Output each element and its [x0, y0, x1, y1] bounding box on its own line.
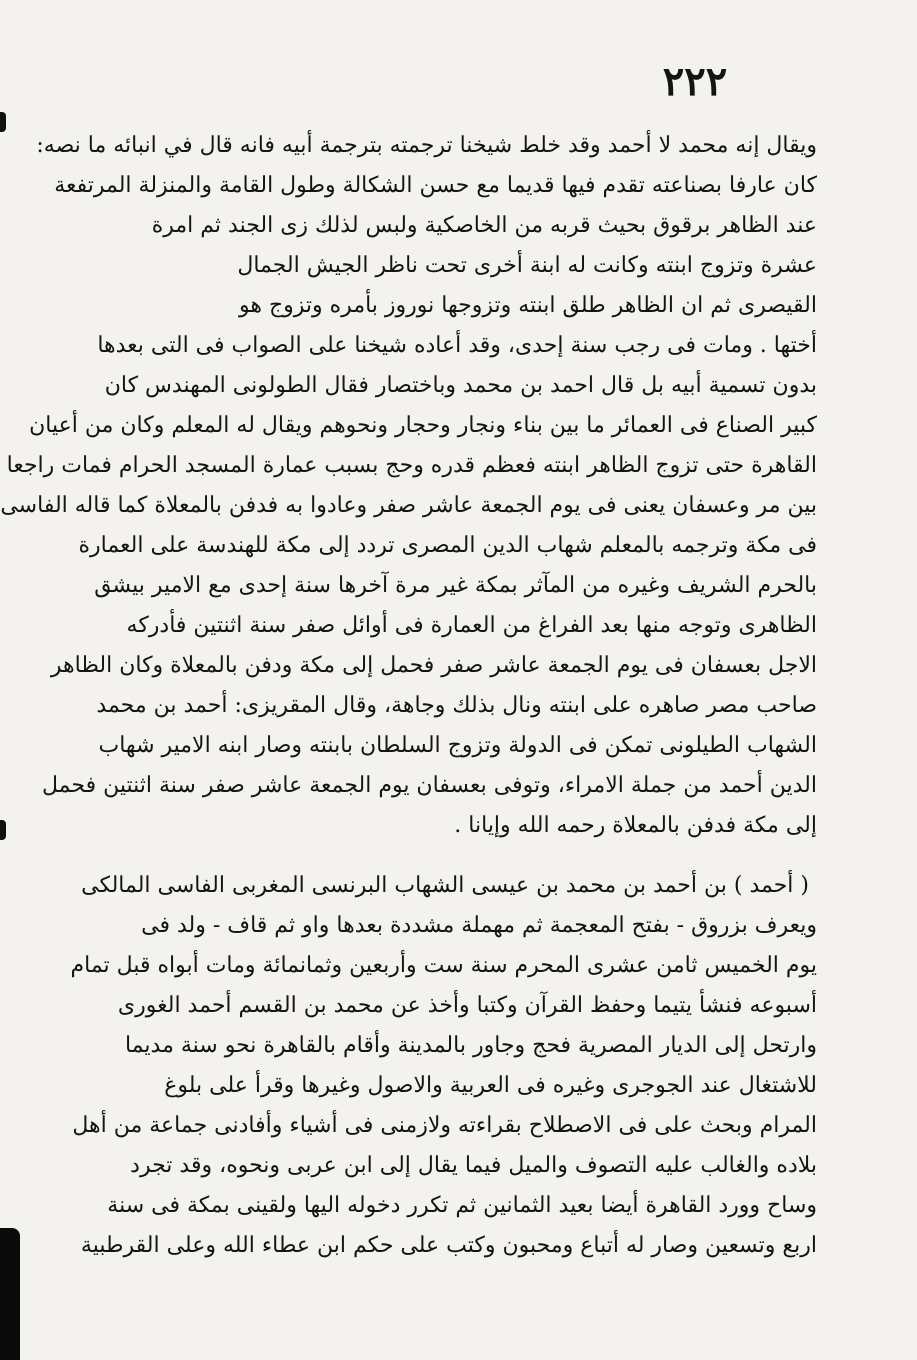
text-line: الاجل بعسفان فى يوم الجمعة عاشر صفر فحمل إلى مكة ودفن بالمعلاة وكان الظاهر: [50, 653, 817, 678]
text-line: الظاهرى وتوجه منها بعد الفراغ من العمارة فى أوائل صفر سنة اثنتين فأدركه: [126, 613, 817, 638]
margin-mark: [0, 112, 6, 132]
text-line: الدين أحمد من جملة الامراء، وتوفى بعسفان يوم الجمعة عاشر صفر سنة اثنتين فحمل: [42, 773, 817, 798]
text-line: اربع وتسعين وصار له أتباع ومحبون وكتب على حكم ابن عطاء الله وعلى القرطبية: [80, 1233, 817, 1258]
text-line: وساح وورد القاهرة أيضا بعيد الثمانين ثم تكرر دخوله اليها ولقينى بمكة فى سنة: [107, 1193, 817, 1218]
text-line: كبير الصناع فى العمائر ما بين بناء ونجار وحجار ونحوهم ويقال له المعلم وكان من أعيان: [29, 413, 817, 438]
text-line: القيصرى ثم ان الظاهر طلق ابنته وتزوجها نوروز بأمره وتزوج هو: [238, 293, 817, 318]
text-line: كان عارفا بصناعته تقدم فيها قديما مع حسن الشكالة وطول القامة والمنزلة المرتفعة: [54, 173, 817, 198]
page-number: ٢٢٢: [662, 58, 728, 105]
text-line: المرام وبحث على فى الاصطلاح بقراءته ولازمنى فى أشياء وأفادنى جماعة من أهل: [72, 1113, 817, 1138]
text-line: بلاده والغالب عليه التصوف والميل فيما يقال إلى ابن عربى ونحوه، وقد تجرد: [130, 1153, 817, 1178]
text-line: أختها . ومات فى رجب سنة إحدى، وقد أعاده شيخنا على الصواب فى التى بعدها: [97, 333, 817, 358]
binding-shadow: [0, 1228, 20, 1360]
text-line: ويعرف بزروق - بفتح المعجمة ثم مهملة مشددة بعدها واو ثم قاف - ولد فى: [141, 913, 817, 938]
text-line: إلى مكة فدفن بالمعلاة رحمه الله وإيانا .: [454, 813, 817, 838]
text-line: بين مر وعسفان يعنى فى يوم الجمعة عاشر صفر وعادوا به فدفن بالمعلاة كما قاله الفاسى: [0, 493, 817, 518]
text-line: يوم الخميس ثامن عشرى المحرم سنة ست وأربعين وثمانمائة ومات أبواه قبل تمام: [70, 953, 817, 978]
text-line: بالحرم الشريف وغيره من المآثر بمكة غير مرة آخرها سنة إحدى مع الامير بيشق: [94, 573, 817, 598]
text-line: بدون تسمية أبيه بل قال احمد بن محمد وباختصار فقال الطولونى المهندس كان: [104, 373, 817, 398]
text-line: ويقال إنه محمد لا أحمد وقد خلط شيخنا ترجمته بترجمة أبيه فانه قال في انبائه ما نصه:: [36, 133, 817, 158]
text-line: وارتحل إلى الديار المصرية فحج وجاور بالمدينة وأقام بالقاهرة نحو سنة مديما: [125, 1033, 817, 1058]
text-line: الشهاب الطيلونى تمكن فى الدولة وتزوج السلطان بابنته وصار ابنه الامير شهاب: [98, 733, 817, 758]
text-line: صاحب مصر صاهره على ابنته ونال بذلك وجاهة، وقال المقريزى: أحمد بن محمد: [96, 693, 817, 718]
text-line: عشرة وتزوج ابنته وكانت له ابنة أخرى تحت ناظر الجيش الجمال: [237, 253, 817, 278]
margin-mark: [0, 820, 6, 840]
text-line: للاشتغال عند الجوجرى وغيره فى العربية والاصول وغيرها وقرأ على بلوغ: [164, 1073, 817, 1098]
text-line: فى مكة وترجمه بالمعلم شهاب الدين المصرى تردد إلى مكة للهندسة على العمارة: [78, 533, 817, 558]
text-line: القاهرة حتى تزوج الظاهر ابنته فعظم قدره وحج بسبب عمارة المسجد الحرام فمات راجعا: [6, 453, 817, 478]
text-line: أسبوعه فنشأ يتيما وحفظ القرآن وكتبا وأخذ عن محمد بن القسم أحمد الغورى: [117, 993, 817, 1018]
text-line: عند الظاهر برقوق بحيث قربه من الخاصكية ولبس لذلك زى الجند ثم امرة: [151, 213, 817, 238]
entry-heading-line: ( أحمد ) بن أحمد بن محمد بن عيسى الشهاب البرنسى المغربى الفاسى المالكى: [81, 873, 809, 898]
